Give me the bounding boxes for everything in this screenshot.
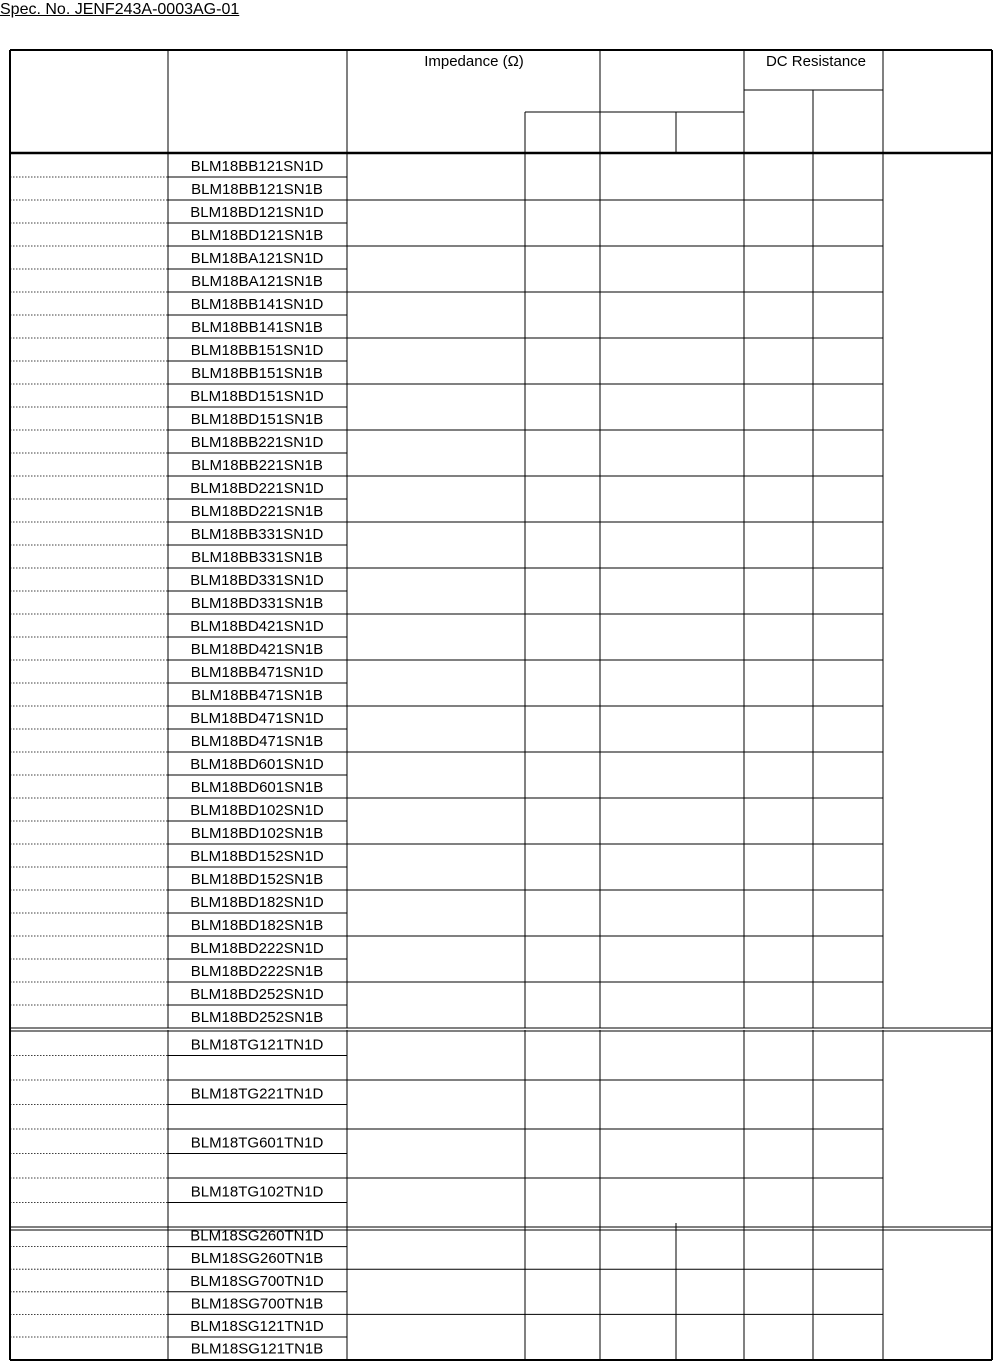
part-number-b: BLM18BD152SN1B [190, 871, 324, 888]
part-number-b: BLM18BD331SN1B [190, 595, 324, 612]
part-number-d: BLM18TG601TN1D [190, 1134, 324, 1152]
part-number-b: BLM18BD252SN1B [190, 1009, 324, 1026]
part-number-d: BLM18SG700TN1D [190, 1272, 324, 1290]
spec-number: Spec. No. JENF243A-0003AG-01 [0, 1, 240, 18]
part-number-b: BLM18BD221SN1B [190, 503, 324, 520]
part-number-d: BLM18BD471SN1D [190, 710, 324, 727]
part-number-d: BLM18BD152SN1D [190, 848, 324, 865]
part-number-b: BLM18BD151SN1B [190, 411, 324, 428]
part-number-d: BLM18TG102TN1D [190, 1183, 324, 1201]
part-number-d: BLM18BD601SN1D [190, 756, 324, 773]
part-number-d: BLM18BD331SN1D [190, 572, 324, 589]
part-number-b: BLM18BD471SN1B [190, 733, 324, 750]
part-number-b: BLM18BB141SN1B [191, 319, 323, 336]
part-number-b: BLM18BD421SN1B [190, 641, 324, 658]
part-number-b: BLM18BB121SN1B [191, 181, 323, 198]
part-number-d: BLM18BD421SN1D [190, 618, 324, 635]
table-grid-lines [10, 50, 992, 1360]
part-number-b: BLM18BB471SN1B [191, 687, 323, 704]
part-number-b: BLM18BD121SN1B [190, 227, 324, 244]
impedance-header: Impedance (Ω) [424, 53, 524, 70]
part-number-d: BLM18BD121SN1D [190, 204, 324, 221]
part-number-b: BLM18SG700TN1B [190, 1295, 324, 1313]
part-number-d: BLM18SG121TN1D [190, 1318, 324, 1335]
part-number-d: BLM18BD102SN1D [190, 802, 324, 819]
part-number-d: BLM18BD222SN1D [190, 940, 324, 957]
part-number-d: BLM18BB471SN1D [190, 664, 324, 681]
part-number-d: BLM18BD252SN1D [190, 986, 324, 1003]
part-number-d: BLM18BD221SN1D [190, 480, 324, 497]
part-number-d: BLM18BD182SN1D [190, 894, 324, 911]
part-number-b: BLM18BB151SN1B [191, 365, 323, 382]
part-number-b: BLM18BD222SN1B [190, 963, 324, 980]
part-number-d: BLM18BA121SN1D [190, 250, 324, 267]
part-number-d: BLM18SG260TN1D [190, 1227, 324, 1245]
part-number-b: BLM18BD601SN1B [190, 779, 324, 796]
part-number-d: BLM18TG121TN1D [190, 1036, 324, 1054]
part-number-b: BLM18BD102SN1B [190, 825, 324, 842]
part-number-d: BLM18BB141SN1D [190, 296, 324, 313]
part-number-d: BLM18BB331SN1D [190, 526, 324, 543]
part-number-b: BLM18BA121SN1B [191, 273, 323, 290]
part-number-d: BLM18BB151SN1D [190, 342, 324, 359]
part-number-d: BLM18BB121SN1D [190, 158, 324, 175]
part-number-d: BLM18BD151SN1D [190, 388, 324, 405]
part-number-b: BLM18BD182SN1B [190, 917, 324, 934]
part-number-d: BLM18BB221SN1D [190, 434, 324, 451]
part-number-b: BLM18SG121TN1B [190, 1340, 324, 1358]
dc-resistance-header: DC Resistance [765, 53, 867, 70]
part-number-b: BLM18BB221SN1B [191, 457, 323, 474]
part-number-b: BLM18BB331SN1B [191, 549, 323, 566]
part-number-d: BLM18TG221TN1D [190, 1085, 324, 1103]
part-number-b: BLM18SG260TN1B [190, 1250, 324, 1268]
